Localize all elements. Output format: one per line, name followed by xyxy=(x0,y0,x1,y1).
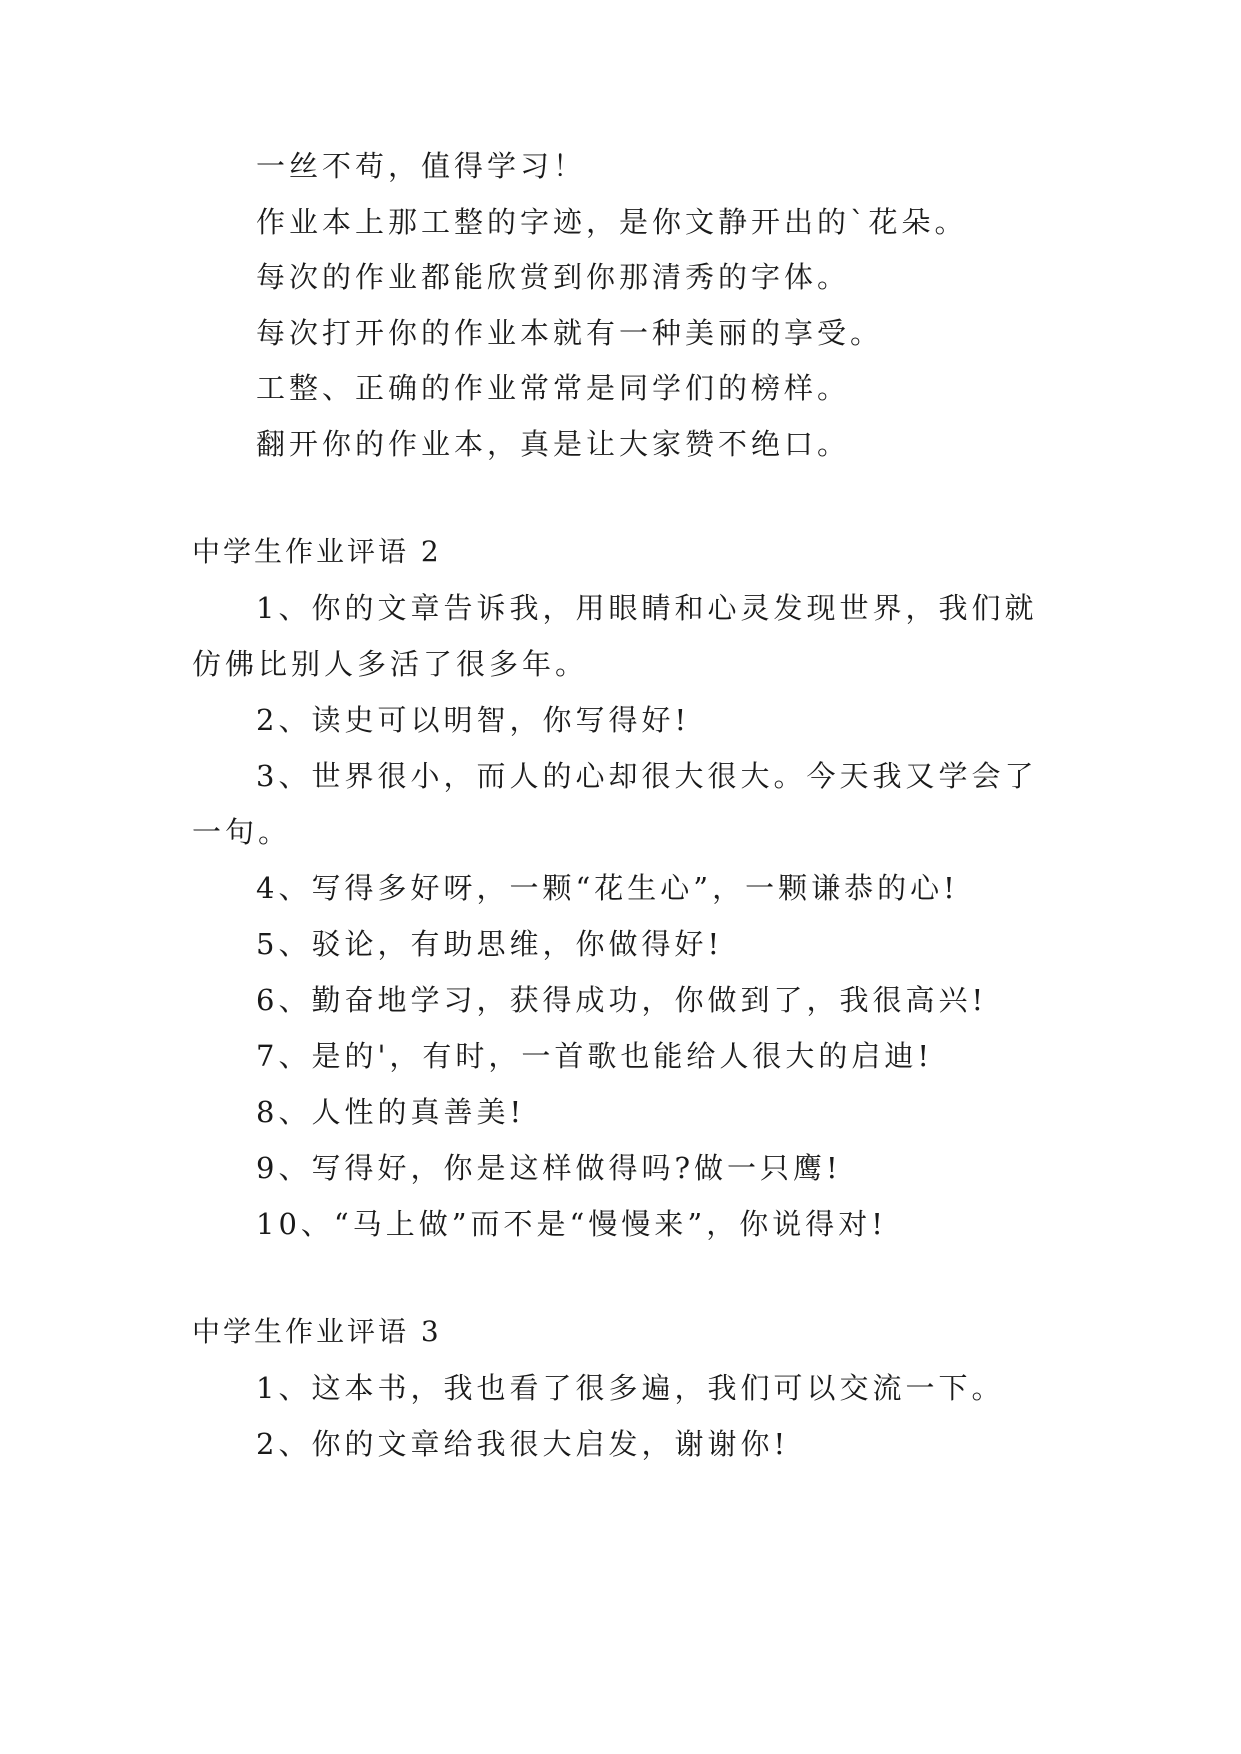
comment-line: 每次打开你的作业本就有一种美丽的享受。 xyxy=(256,316,884,350)
comment-line: 6、勤奋地学习，获得成功，你做到了，我很高兴! xyxy=(256,983,988,1017)
comment-line: 9、写得好，你是这样做得吗?做一只鹰! xyxy=(256,1151,842,1185)
comment-line: 一丝不苟，值得学习！ xyxy=(256,149,587,183)
comment-line: 8、人性的真善美! xyxy=(256,1095,526,1129)
section-heading: 中学生作业评语 3 xyxy=(192,1315,442,1348)
comment-line: 4、写得多好呀，一颗“花生心”，一颗谦恭的心! xyxy=(256,871,959,905)
section-heading: 中学生作业评语 2 xyxy=(192,535,442,568)
comment-line: 7、是的'，有时，一首歌也能给人很大的启迪! xyxy=(256,1039,934,1073)
comment-line: 2、你的文章给我很大启发，谢谢你! xyxy=(256,1427,790,1461)
comment-line: 作业本上那工整的字迹，是你文静开出的`花朵。 xyxy=(256,205,968,239)
comment-line: 3、世界很小，而人的心却很大很大。今天我又学会了 xyxy=(256,759,1038,793)
comment-line-continuation: 一句。 xyxy=(192,815,292,849)
comment-line: 5、驳论，有助思维，你做得好! xyxy=(256,927,724,961)
comment-line: 2、读史可以明智，你写得好! xyxy=(256,703,691,737)
comment-line: 10、“马上做”而不是“慢慢来”，你说得对! xyxy=(256,1207,887,1241)
comment-line: 1、这本书，我也看了很多遍，我们可以交流一下。 xyxy=(256,1371,1005,1405)
comment-line: 翻开你的作业本，真是让大家赞不绝口。 xyxy=(256,427,851,461)
comment-line: 每次的作业都能欣赏到你那清秀的字体。 xyxy=(256,260,851,294)
comment-line: 工整、正确的作业常常是同学们的榜样。 xyxy=(256,371,851,405)
comment-line-continuation: 仿佛比别人多活了很多年。 xyxy=(192,647,589,681)
comment-line: 1、你的文章告诉我，用眼睛和心灵发现世界，我们就 xyxy=(256,591,1038,625)
